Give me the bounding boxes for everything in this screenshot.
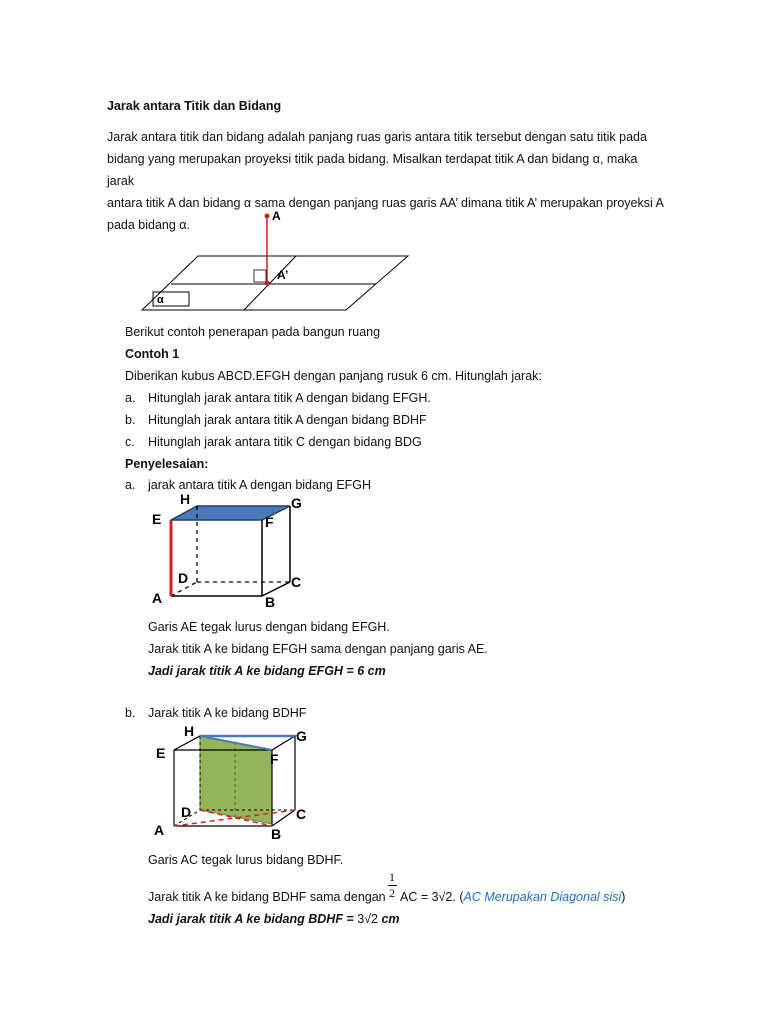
- part-b-line1: Garis AC tegak lurus bidang BDHF.: [148, 853, 344, 867]
- part-b-line2-result: [400, 890, 625, 904]
- plane-diagonal-line: [244, 256, 296, 310]
- conclusion-text: Jadi jarak titik A ke bidang BDHF =: [148, 912, 358, 926]
- plane-BDHF: [200, 736, 272, 824]
- intro-line: bidang yang merupakan proyeksi titik pada bidang. Misalkan terdapat titik A dan bidang α, maka jarak: [107, 152, 638, 188]
- section-title: Jarak antara Titik dan Bidang: [107, 99, 282, 113]
- alpha-label: α: [157, 294, 164, 306]
- example-heading: Contoh 1: [125, 347, 180, 361]
- right-angle-marker: [254, 270, 266, 282]
- intro-line: pada bidang α.: [107, 218, 190, 232]
- result-text: AC = 3√2. (: [400, 890, 464, 904]
- plane-alpha: [142, 256, 408, 310]
- label-G: G: [291, 495, 302, 511]
- plane-figure: [140, 208, 420, 313]
- label-D: D: [181, 804, 192, 820]
- label-D: D: [178, 570, 189, 586]
- intro-line: antara titik A dan bidang α sama dengan panjang ruas garis AA’ dimana titik A’ merupakan proyeksi A: [107, 196, 664, 210]
- label-B: B: [271, 826, 282, 842]
- conclusion-value: 3√2: [357, 912, 378, 926]
- cube-figure-b: [148, 722, 318, 844]
- point-A: [265, 214, 270, 219]
- question-marker: b.: [125, 413, 136, 427]
- question-marker: a.: [125, 391, 136, 405]
- part-a-conclusion: Jadi jarak titik A ke bidang EFGH = 6 cm: [148, 664, 386, 678]
- fraction-numerator: 1: [389, 870, 395, 884]
- part-b-line2-text: Jarak titik A ke bidang BDHF sama dengan: [148, 890, 386, 904]
- part-b-line2: [148, 890, 386, 904]
- question-text: Hitunglah jarak antara titik A dengan bidang EFGH.: [148, 391, 431, 405]
- label-B: B: [265, 594, 276, 610]
- question-marker: c.: [125, 435, 135, 449]
- point-A-prime: [265, 281, 270, 286]
- label-E: E: [152, 511, 162, 527]
- label-A: A: [272, 209, 281, 223]
- fraction-denominator: 2: [389, 886, 395, 900]
- cube-figure-a: [144, 490, 314, 615]
- label-A: A: [152, 590, 163, 606]
- part-a-line2: Jarak titik A ke bidang EFGH sama dengan panjang garis AE.: [148, 642, 488, 656]
- label-G: G: [296, 728, 307, 744]
- part-b-conclusion: [148, 912, 400, 926]
- part-b-title: Jarak titik A ke bidang BDHF: [148, 706, 307, 720]
- label-F: F: [270, 751, 279, 767]
- label-H: H: [180, 491, 191, 507]
- conclusion-unit: cm: [377, 912, 400, 926]
- solution-heading: Penyelesaian:: [125, 457, 209, 471]
- example-intro: Berikut contoh penerapan pada bangun ruang: [125, 325, 381, 339]
- problem-statement: Diberikan kubus ABCD.EFGH dengan panjang rusuk 6 cm. Hitunglah jarak:: [125, 369, 542, 383]
- part-a-marker: a.: [125, 478, 136, 492]
- intro-line: Jarak antara titik dan bidang adalah panjang ruas garis antara titik tersebut dengan satu titik pada: [107, 130, 647, 144]
- question-text: Hitunglah jarak antara titik C dengan bidang BDG: [148, 435, 422, 449]
- part-a-line1: Garis AE tegak lurus dengan bidang EFGH.: [148, 620, 390, 634]
- part-b-marker: b.: [125, 706, 136, 720]
- label-E: E: [156, 745, 166, 761]
- question-text: Hitunglah jarak antara titik A dengan bidang BDHF: [148, 413, 427, 427]
- label-A-prime: A’: [277, 268, 289, 282]
- label-C: C: [291, 574, 302, 590]
- diagonal-note: AC Merupakan Diagonal sisi: [463, 890, 622, 904]
- label-C: C: [296, 806, 307, 822]
- label-A: A: [154, 822, 165, 838]
- label-F: F: [265, 514, 274, 530]
- label-H: H: [184, 723, 195, 739]
- part-a-title: jarak antara titik A dengan bidang EFGH: [148, 478, 372, 492]
- close-paren: ): [621, 890, 626, 904]
